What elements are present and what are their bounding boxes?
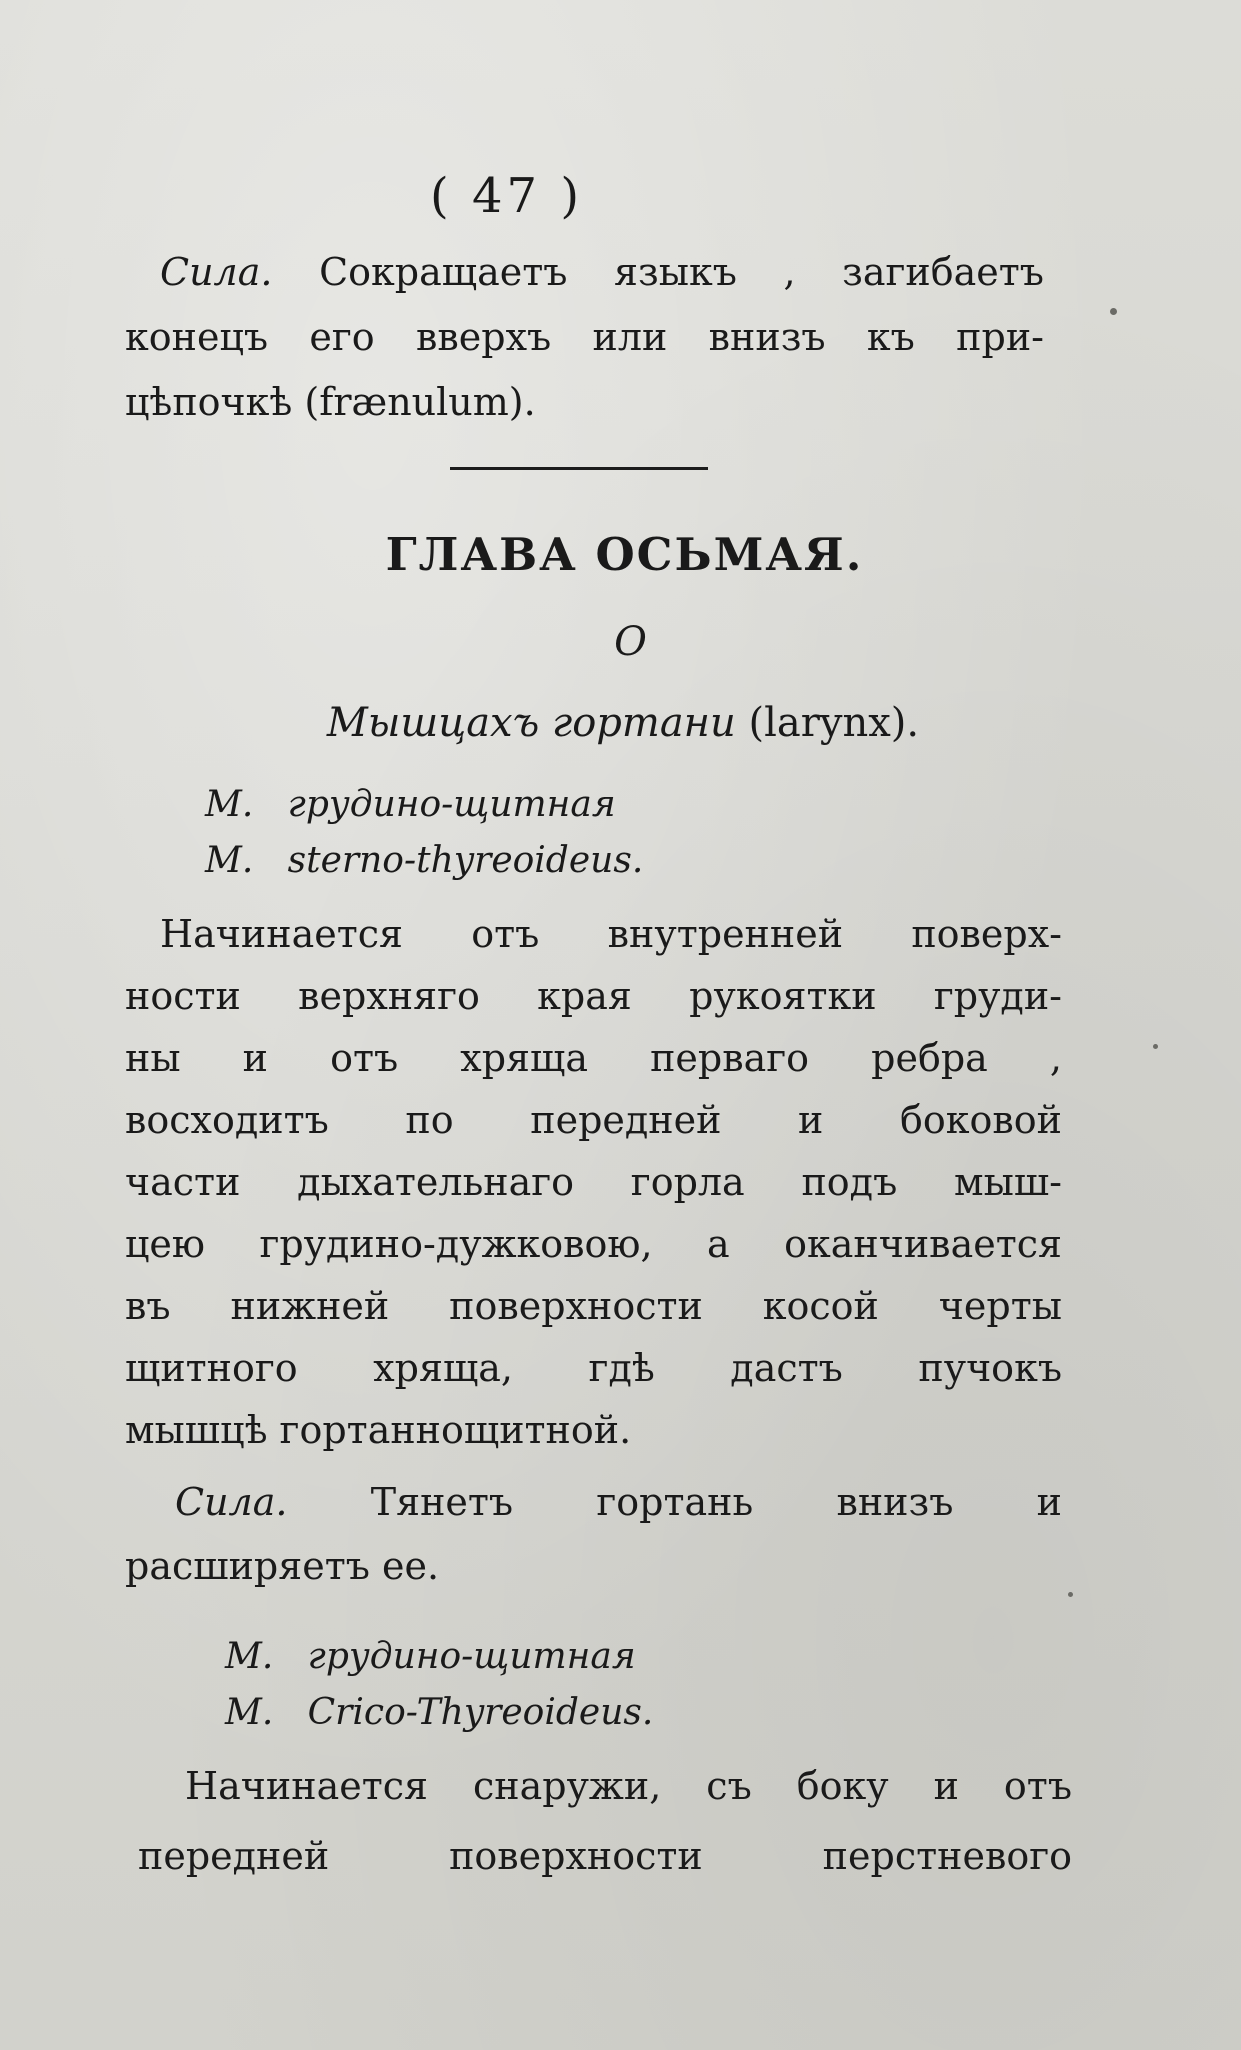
paragraph-line: щитного хряща, гдѣ дастъ пучокъ (125, 1346, 1062, 1390)
force-line (175, 1480, 1062, 1524)
page-number: ( 47 ) (430, 168, 584, 224)
paragraph-line: мышцѣ гортаннощитной. (125, 1408, 632, 1452)
paragraph-line: ности верхняго края рукоятки груди- (125, 974, 1062, 1018)
intro-line (160, 250, 1044, 294)
force-text: Тянетъ гортань внизъ и (370, 1480, 1062, 1524)
subtitle-main: Мышцахъ гортани (326, 700, 736, 746)
muscle-name-ru: М. грудино-щитная (225, 1636, 636, 1677)
intro-line: цѣпочкѣ (frænulum). (125, 380, 536, 424)
intro-line: конецъ его вверхъ или внизъ къ при- (125, 315, 1044, 359)
paragraph-line: цею грудино-дужковою, а оканчивается (125, 1222, 1062, 1266)
ink-speck (1068, 1592, 1073, 1597)
force-label: Сила. (160, 250, 273, 294)
force-label: Сила. (175, 1480, 288, 1524)
chapter-subtitle (0, 700, 1241, 746)
intro-text: Сокращаетъ языкъ , загибаетъ (319, 250, 1044, 294)
paragraph-line: восходитъ по передней и боковой (125, 1098, 1062, 1142)
muscle-name-ru: М. грудино-щитная (205, 784, 616, 825)
paragraph-line: части дыхательнаго горла подъ мыш- (125, 1160, 1062, 1204)
muscle-name-la: М. Crico-Thyreoideus. (225, 1692, 654, 1733)
muscle-name-la: М. sterno-thyreoideus. (205, 840, 644, 881)
subtitle-latin: (larynx). (748, 700, 920, 746)
force-line: расширяетъ ее. (125, 1544, 440, 1588)
chapter-title: ГЛАВА ОСЬМАЯ. (385, 528, 864, 581)
section-divider (450, 467, 708, 470)
ink-speck (1153, 1044, 1158, 1049)
paragraph-line: ны и отъ хряща перваго ребра , (125, 1036, 1062, 1080)
paragraph-line: въ нижней поверхности косой черты (125, 1284, 1062, 1328)
paragraph-line: передней поверхности перстневого (138, 1834, 1072, 1878)
subtitle-preposition: О (614, 619, 647, 665)
ink-speck (1110, 308, 1117, 315)
paragraph-line: Начинается отъ внутренней поверх- (160, 912, 1062, 956)
paragraph-line: Начинается снаружи, съ боку и отъ (185, 1764, 1072, 1808)
